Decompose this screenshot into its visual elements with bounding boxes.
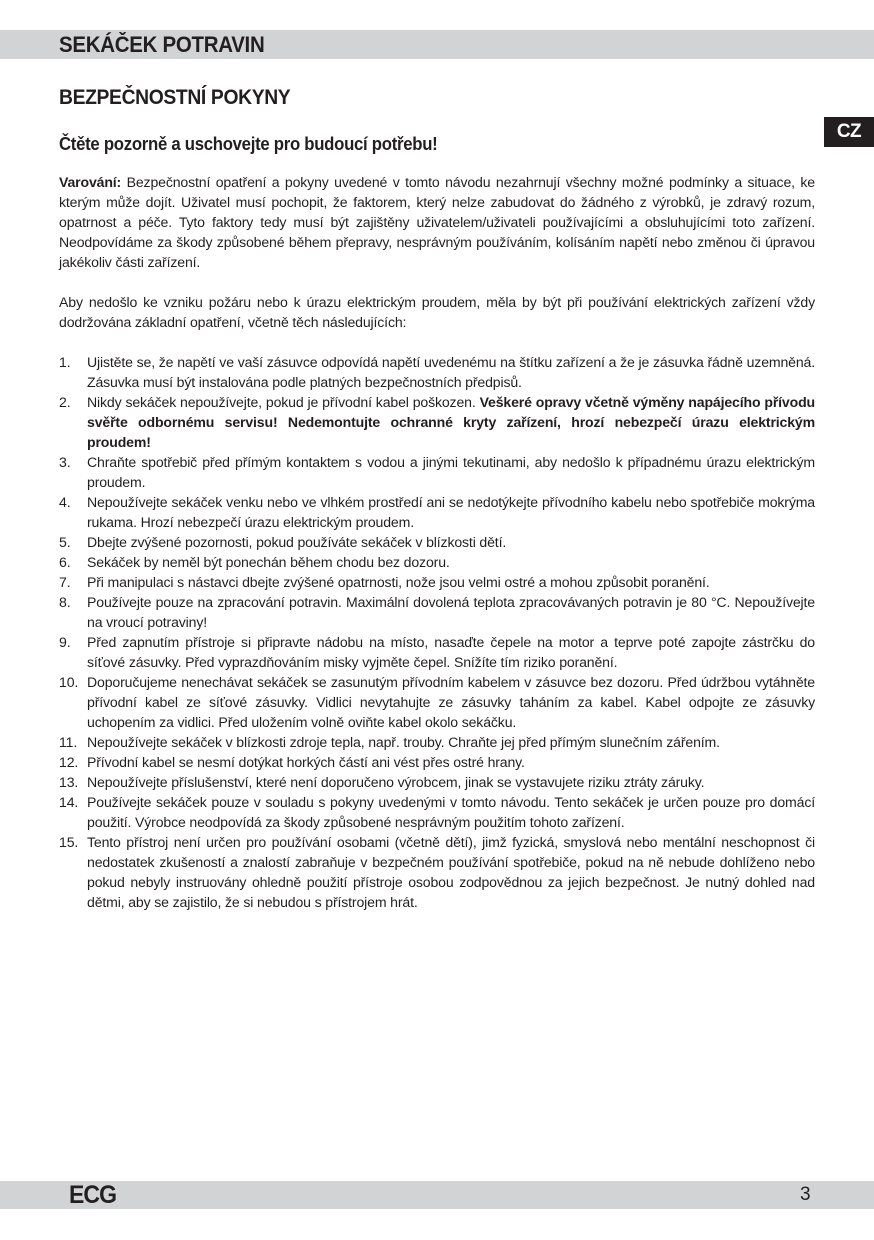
list-item bbox=[59, 532, 815, 552]
list-item bbox=[59, 552, 815, 572]
list-item bbox=[59, 592, 815, 632]
item-text: Nepoužívejte příslušenství, které není doporučeno výrobcem, jinak se vystavujete riziku ztráty záruky. bbox=[87, 774, 705, 790]
item-number: 4. bbox=[59, 494, 71, 510]
content-body bbox=[59, 172, 815, 912]
item-number: 15. bbox=[59, 834, 79, 850]
item-number: 3. bbox=[59, 454, 71, 470]
intro-paragraph: Aby nedošlo ke vzniku požáru nebo k úrazu elektrickým proudem, měla by být při používání elektrických zařízení vždy dodržována základní opatření, včetně těch následujících: bbox=[59, 294, 815, 330]
list-item bbox=[59, 752, 815, 772]
list-item bbox=[59, 772, 815, 792]
item-number: 11. bbox=[59, 734, 78, 750]
item-number: 7. bbox=[59, 574, 71, 590]
list-item bbox=[59, 832, 815, 912]
section-subtitle: Čtěte pozorně a uschovejte pro budoucí potřebu! bbox=[59, 134, 438, 154]
item-text: Chraňte spotřebič před přímým kontaktem s vodou a jinými tekutinami, aby nedošlo k případnému úrazu elektrickým proudem. bbox=[87, 454, 815, 490]
item-number: 8. bbox=[59, 594, 71, 610]
list-item bbox=[59, 792, 815, 832]
list-item bbox=[59, 492, 815, 532]
item-text: Sekáček by neměl být ponechán během chodu bez dozoru. bbox=[87, 554, 450, 570]
item-text: Používejte sekáček pouze v souladu s pokyny uvedenými v tomto návodu. Tento sekáček je určen pouze pro domácí použití. Výrobce neodpovídá za škody způsobené nesprávným použitím tohoto zařízení. bbox=[87, 794, 815, 830]
item-bold-text: Veškeré opravy včetně výměny napájecího přívodu svěřte odbornému servisu! Nedemontujte ochranné kryty zařízení, hrozí nebezpečí úrazu elektrickým proudem! bbox=[87, 394, 815, 450]
list-item bbox=[59, 732, 815, 752]
item-text: Nikdy sekáček nepoužívejte, pokud je přívodní kabel poškozen. bbox=[87, 394, 480, 410]
item-number: 9. bbox=[59, 634, 71, 650]
list-item bbox=[59, 572, 815, 592]
warning-paragraph bbox=[59, 172, 815, 272]
header-bar bbox=[0, 30, 874, 59]
safety-list bbox=[59, 352, 815, 912]
section-title: BEZPEČNOSTNÍ POKYNY bbox=[59, 86, 291, 109]
document-title: SEKÁČEK POTRAVIN bbox=[59, 32, 265, 57]
language-tab: CZ bbox=[824, 117, 874, 147]
item-text: Doporučujeme nenechávat sekáček se zasunutým přívodním kabelem v zásuvce bez dozoru. Před údržbou vytáhněte přívodní kabel ze síťové zásuvky. Vidlici nevytahujte ze zásuvky taháním za kabel. Kabel odpojte ze zásuvky uchopením za vidlici. Před uložením volně oviňte kabel okolo sekáčku. bbox=[87, 674, 815, 730]
item-number: 10. bbox=[59, 674, 79, 690]
item-text: Používejte pouze na zpracování potravin. Maximální dovolená teplota zpracovávaných potravin je 80 °C. Nepoužívejte na vroucí potraviny! bbox=[87, 594, 815, 630]
item-text: Dbejte zvýšené pozornosti, pokud používáte sekáček v blízkosti dětí. bbox=[87, 534, 507, 550]
item-number: 12. bbox=[59, 754, 79, 770]
item-number: 13. bbox=[59, 774, 79, 790]
item-text: Přívodní kabel se nesmí dotýkat horkých částí ani vést přes ostré hrany. bbox=[87, 754, 525, 770]
item-number: 6. bbox=[59, 554, 71, 570]
list-item bbox=[59, 392, 815, 452]
item-number: 14. bbox=[59, 794, 79, 810]
item-number: 1. bbox=[59, 354, 71, 370]
page-number: 3 bbox=[800, 1184, 811, 1205]
item-number: 2. bbox=[59, 394, 71, 410]
item-text: Tento přístroj není určen pro používání osobami (včetně dětí), jimž fyzická, smyslová nebo mentální neschopnost či nedostatek zkušeností a znalostí zabraňuje v bezpečném používání spotřebiče, pokud na ně nebude dohlíženo nebo pokud nebyly instruovány ohledně použití přístroje osobou zodpovědnou za jejich bezpečnost. Je nutný dohled nad dětmi, aby se zajistilo, že si nebudou s přístrojem hrát. bbox=[87, 834, 815, 910]
warning-label: Varování: bbox=[59, 174, 122, 190]
list-item bbox=[59, 452, 815, 492]
brand-logo: ECG bbox=[69, 1181, 117, 1209]
list-item bbox=[59, 632, 815, 672]
item-text: Ujistěte se, že napětí ve vaší zásuvce odpovídá napětí uvedenému na štítku zařízení a že je zásuvka řádně uzemněná. Zásuvka musí být instalována podle platných bezpečnostních předpisů. bbox=[87, 354, 815, 390]
item-text: Nepoužívejte sekáček venku nebo ve vlhkém prostředí ani se nedotýkejte přívodního kabelu nebo spotřebiče mokrýma rukama. Hrozí nebezpečí úrazu elektrickým proudem. bbox=[87, 494, 815, 530]
item-text: Nepoužívejte sekáček v blízkosti zdroje tepla, např. trouby. Chraňte jej před přímým slunečním zářením. bbox=[87, 734, 720, 750]
warning-text: Bezpečnostní opatření a pokyny uvedené v tomto návodu nezahrnují všechny možné podmínky a situace, ke kterým může dojít. Uživatel musí pochopit, že faktorem, který nelze zabudovat do žádného z výrobků, je zdravý rozum, opatrnost a péče. Tyto faktory tedy musí být zajištěny uživatelem/uživateli používajícími a obsluhujícími toto zařízení. Neodpovídáme za škody způsobené během přepravy, nesprávným používáním, kolísáním napětí nebo změnou či úpravou jakékoliv části zařízení. bbox=[59, 174, 815, 270]
list-item bbox=[59, 352, 815, 392]
list-item bbox=[59, 672, 815, 732]
footer-bar bbox=[0, 1181, 874, 1209]
item-text: Při manipulaci s nástavci dbejte zvýšené opatrnosti, nože jsou velmi ostré a mohou způsobit poranění. bbox=[87, 574, 710, 590]
item-text: Před zapnutím přístroje si připravte nádobu na místo, nasaďte čepele na motor a teprve poté zapojte zástrčku do síťové zásuvky. Před vyprazdňováním misky vyjměte čepel. Snížíte tím riziko poranění. bbox=[87, 634, 815, 670]
item-number: 5. bbox=[59, 534, 71, 550]
